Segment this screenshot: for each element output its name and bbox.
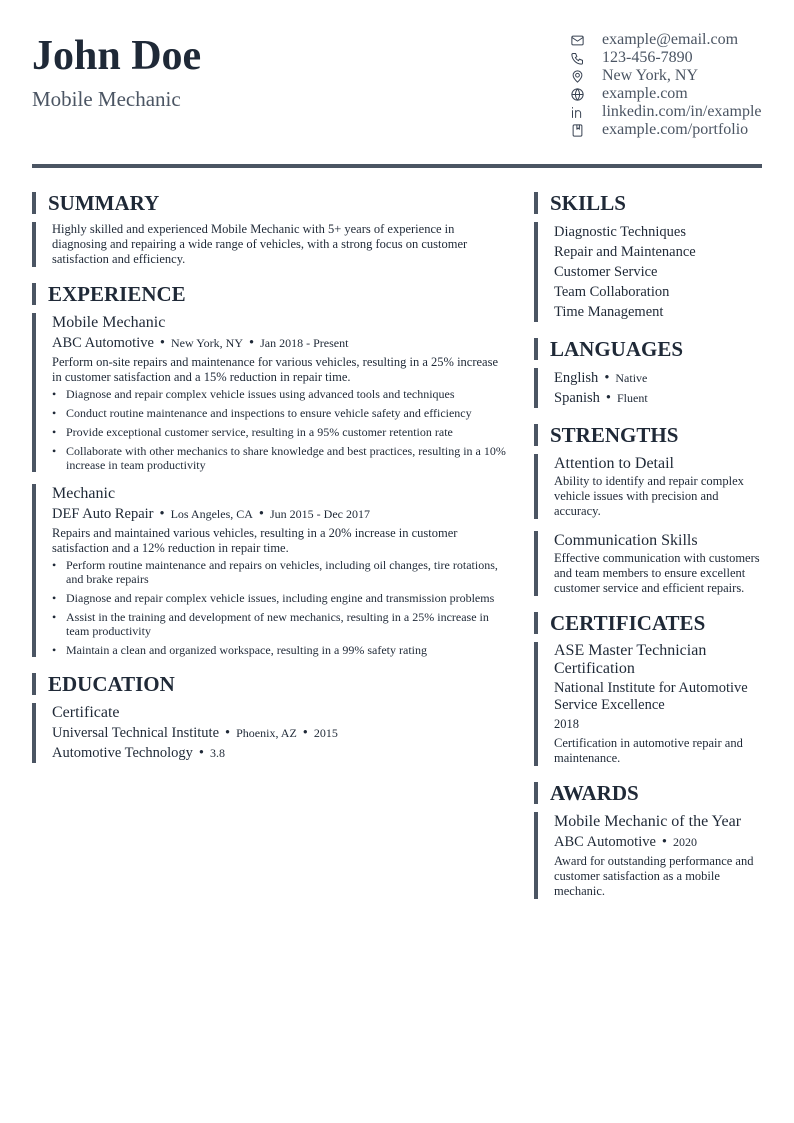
skill-item: Repair and Maintenance	[554, 244, 696, 260]
education-gpa: 3.8	[209, 746, 225, 760]
award-issuer: ABC Automotive	[554, 834, 656, 850]
left-column	[32, 192, 508, 763]
skills-heading: SKILLS	[534, 192, 762, 214]
job-bullets	[52, 387, 508, 472]
award-entry	[534, 812, 762, 899]
language-item: Spanish • Fluent	[554, 390, 648, 406]
strength-text: Effective communication with customers and team members to ensure excellent customer service and efficient repairs.	[554, 551, 760, 595]
job-role: Mechanic	[52, 485, 116, 502]
job-bullet: • Diagnose and repair complex vehicle issues, including engine and transmission problems	[52, 591, 508, 605]
language-name: Spanish	[554, 390, 600, 406]
contact-email[interactable]	[568, 31, 768, 49]
header-divider	[32, 164, 762, 168]
strength-entry	[534, 531, 762, 596]
right-column	[534, 192, 762, 899]
contact-list	[568, 31, 768, 139]
location-pin-icon	[568, 67, 586, 85]
contact-location	[568, 67, 768, 85]
contact-portfolio[interactable]	[568, 121, 768, 139]
resume-page	[32, 30, 762, 898]
portfolio-icon	[568, 121, 586, 139]
education-school: Universal Technical Institute	[52, 725, 220, 741]
award-text: Award for outstanding performance and customer satisfaction as a mobile mechanic.	[554, 854, 754, 898]
job-dates: Jan 2018 - Present	[260, 336, 349, 350]
awards-heading: AWARDS	[534, 782, 762, 804]
languages-heading: LANGUAGES	[534, 338, 762, 360]
job-role: Mobile Mechanic	[52, 314, 166, 331]
education-block	[32, 703, 508, 763]
contact-email-text: example@email.com	[602, 31, 739, 48]
language-level: Fluent	[617, 391, 648, 405]
education-year: 2015	[313, 726, 338, 740]
language-name: English	[554, 370, 599, 386]
contact-website[interactable]	[568, 85, 768, 103]
linkedin-icon	[568, 103, 586, 121]
mail-icon	[568, 31, 586, 49]
certificate-title: ASE Master Technician Certification	[554, 642, 707, 677]
experience-heading: EXPERIENCE	[32, 283, 508, 305]
strength-text: Ability to identify and repair complex vehicle issues with precision and accuracy.	[554, 474, 744, 518]
candidate-name: John Doe	[32, 33, 202, 79]
contact-linkedin[interactable]	[568, 103, 768, 121]
skills-block	[534, 222, 762, 322]
job-company: DEF Auto Repair	[52, 506, 154, 522]
job-bullet: • Maintain a clean and organized workspace, resulting in a 99% safety rating	[52, 643, 508, 657]
resume-header	[32, 30, 762, 164]
skill-item: Customer Service	[554, 264, 658, 280]
education-field-row: Automotive Technology • 3.8	[52, 745, 225, 761]
strength-title: Communication Skills	[554, 532, 698, 549]
languages-block	[534, 368, 762, 408]
job-description: Repairs and maintained various vehicles, resulting in a 20% increase in customer satisfaction and a 12% reduction in repair time.	[52, 526, 458, 555]
summary-text: Highly skilled and experienced Mobile Mechanic with 5+ years of experience in diagnosing and repairing a wide range of vehicles, with a strong focus on customer satisfaction and efficiency.	[52, 222, 468, 266]
strengths-heading: STRENGTHS	[534, 424, 762, 446]
job-entry	[32, 313, 508, 472]
globe-icon	[568, 85, 586, 103]
certificate-text: Certification in automotive repair and maintenance.	[554, 736, 743, 765]
job-meta: DEF Auto Repair • Los Angeles, CA • Jun 2015 - Dec 2017	[52, 506, 370, 522]
education-degree: Certificate	[52, 704, 120, 721]
job-bullet: • Collaborate with other mechanics to share knowledge and best practices, resulting in a 10% increase in team productivity	[52, 444, 508, 472]
education-location: Phoenix, AZ	[236, 726, 297, 740]
contact-location-text: New York, NY	[602, 67, 699, 84]
skill-item: Team Collaboration	[554, 284, 670, 300]
phone-icon	[568, 49, 586, 67]
certificate-entry	[534, 642, 762, 766]
education-meta: Universal Technical Institute • Phoenix, AZ • 2015	[52, 725, 338, 741]
contact-linkedin-text: linkedin.com/in/example	[602, 103, 762, 120]
job-meta: ABC Automotive • New York, NY • Jan 2018 - Present	[52, 335, 349, 351]
job-bullet: • Assist in the training and development of new mechanics, resulting in a 25% increase in team productivity	[52, 610, 508, 638]
strength-entry	[534, 454, 762, 519]
job-dates: Jun 2015 - Dec 2017	[270, 507, 370, 521]
contact-phone[interactable]	[568, 49, 768, 67]
education-heading: EDUCATION	[32, 673, 508, 695]
language-level: Native	[615, 371, 648, 385]
skill-item: Time Management	[554, 304, 664, 320]
certificate-issuer: National Institute for Automotive Service Excellence	[554, 680, 748, 713]
contact-website-text: example.com	[602, 85, 688, 102]
job-company: ABC Automotive	[52, 335, 154, 351]
award-year: 2020	[673, 835, 697, 849]
contact-portfolio-text: example.com/portfolio	[602, 121, 749, 138]
candidate-title: Mobile Mechanic	[32, 87, 181, 111]
summary-block	[32, 222, 508, 267]
language-item: English • Native	[554, 370, 648, 386]
certificates-heading: CERTIFICATES	[534, 612, 762, 634]
job-bullet: • Conduct routine maintenance and inspections to ensure vehicle safety and efficiency	[52, 406, 508, 420]
award-meta: ABC Automotive • 2020	[554, 834, 697, 850]
award-title: Mobile Mechanic of the Year	[554, 813, 742, 830]
job-bullets	[52, 558, 508, 657]
summary-heading: SUMMARY	[32, 192, 508, 214]
job-bullet: • Diagnose and repair complex vehicle issues using advanced tools and techniques	[52, 387, 508, 401]
job-location: New York, NY	[171, 336, 244, 350]
job-location: Los Angeles, CA	[170, 507, 253, 521]
job-description: Perform on-site repairs and maintenance for various vehicles, resulting in a 25% increase in customer satisfaction and a 15% reduction in repair time.	[52, 355, 499, 384]
education-field: Automotive Technology	[52, 745, 193, 761]
job-bullet: • Perform routine maintenance and repairs on vehicles, including oil changes, tire rotations, and brake repairs	[52, 558, 508, 586]
job-entry	[32, 484, 508, 657]
skill-item: Diagnostic Techniques	[554, 224, 687, 240]
contact-phone-text: 123-456-7890	[602, 49, 693, 66]
certificate-year: 2018	[554, 717, 579, 731]
strength-title: Attention to Detail	[554, 455, 674, 472]
job-bullet: • Provide exceptional customer service, resulting in a 95% customer retention rate	[52, 425, 508, 439]
